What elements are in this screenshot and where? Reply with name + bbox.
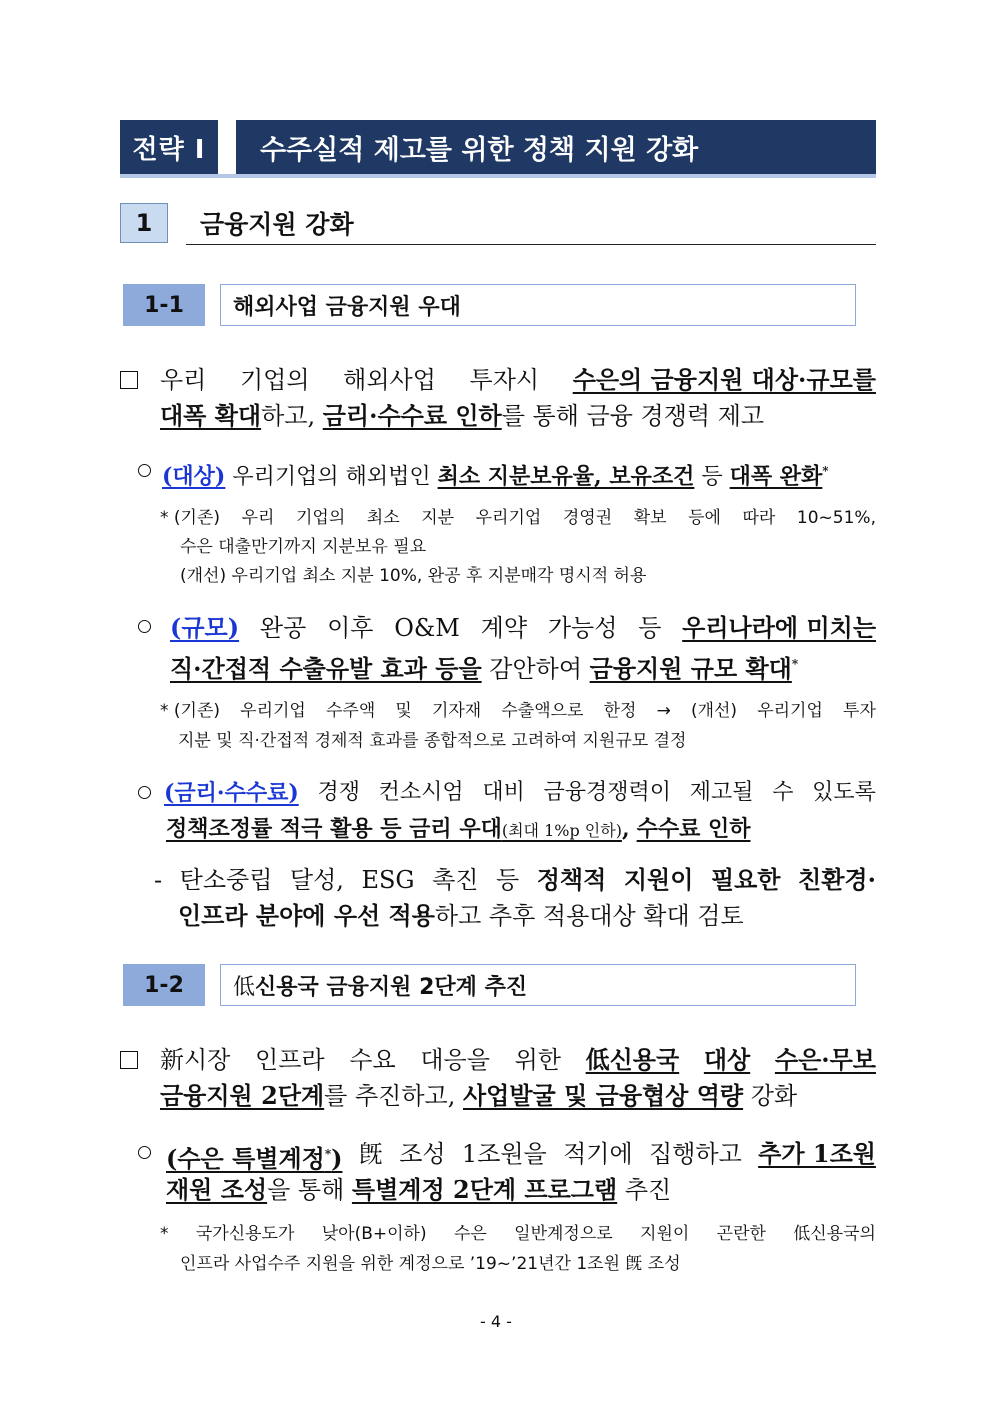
circle-bullet-icon: [138, 620, 151, 633]
bullet-line: 우리 기업의 해외사업 투자시 수은의 금융지원 대상·규모를: [160, 365, 876, 394]
circle-bullet-icon: [138, 464, 151, 477]
note-line: 수은 대출만기까지 지분보유 필요: [180, 537, 427, 557]
item-scale-line2: 직·간접적 수출유발 효과 등을 감안하여 금융지원 규모 확대*: [170, 654, 799, 683]
dash-item-line2: 인프라 분야에 우선 적용하고 추후 적용대상 확대 검토: [178, 901, 744, 930]
strategy-title: 수주실적 제고를 위한 정책 지원 강화: [236, 120, 876, 174]
note-line: 인프라 사업수주 지원을 위한 계정으로 ’19~’21년간 1조원 旣 조성: [180, 1254, 681, 1274]
section-divider: [186, 244, 876, 245]
circle-bullet-icon: [138, 786, 151, 799]
item-scale: (규모) 완공 이후 O&M 계약 가능성 등 우리나라에 미치는: [170, 613, 876, 642]
bullet-line: 금융지원 2단계를 추진하고, 사업발굴 및 금융협상 역량 강화: [160, 1081, 798, 1110]
item-rate-line2: 정책조정률 적극 활용 등 금리 우대(최대 1%p 인하), 수수료 인하: [166, 816, 751, 842]
section-title: 금융지원 강화: [200, 210, 354, 239]
item-rate: (금리·수수료) 경쟁 컨소시엄 대비 금융경쟁력이 제고될 수 있도록: [164, 780, 876, 806]
note-line: (개선) 우리기업 최소 지분 10%, 완공 후 지분매각 명시적 허용: [180, 566, 647, 586]
note-line: * 국가신용도가 낮아(B+이하) 수은 일반계정으로 지원이 곤란한 低신용국의: [160, 1224, 876, 1244]
square-bullet-icon: [120, 1051, 138, 1069]
item-special-line2: 재원 조성을 통해 특별계정 2단계 프로그램 추진: [166, 1175, 672, 1204]
subsection-title: 低 신용국 금융지원 2단계 추진: [220, 964, 856, 1006]
strategy-underline: [120, 174, 876, 178]
subsection-title: 해외사업 금융지원 우대: [220, 284, 856, 326]
item-special: (수은 특별계정*) 旣 조성 1조원을 적기에 집행하고 추가 1조원: [166, 1139, 876, 1173]
dash-item: - 탄소중립 달성, ESG 촉진 등 정책적 지원이 필요한 친환경·: [154, 865, 876, 894]
item-target: (대상) 우리기업의 해외법인 최소 지분보유율, 보유조건 등 대폭 완화*: [162, 463, 829, 490]
note-line: 지분 및 직·간접적 경제적 효과를 종합적으로 고려하여 지원규모 결정: [178, 731, 687, 751]
subsection-number: 1-2: [123, 964, 205, 1006]
square-bullet-icon: [120, 371, 138, 389]
bullet-line: 대폭 확대하고, 금리·수수료 인하를 통해 금융 경쟁력 제고: [160, 401, 765, 430]
circle-bullet-icon: [138, 1146, 151, 1159]
note-line: * (기존) 우리기업 수주액 및 기자재 수출액으로 한정 → (개선) 우리기업 투자: [160, 701, 876, 721]
page-number: - 4 -: [480, 1312, 512, 1331]
bullet-line: 新시장 인프라 수요 대응을 위한 低신용국 대상 수은·무보: [160, 1045, 876, 1074]
subsection-number: 1-1: [123, 284, 205, 326]
note-line: * (기존) 우리 기업의 최소 지분 우리기업 경영권 확보 등에 따라 10~51%,: [160, 508, 876, 528]
section-number: 1: [120, 203, 168, 243]
strategy-tag: 전략 Ⅰ: [120, 120, 218, 174]
